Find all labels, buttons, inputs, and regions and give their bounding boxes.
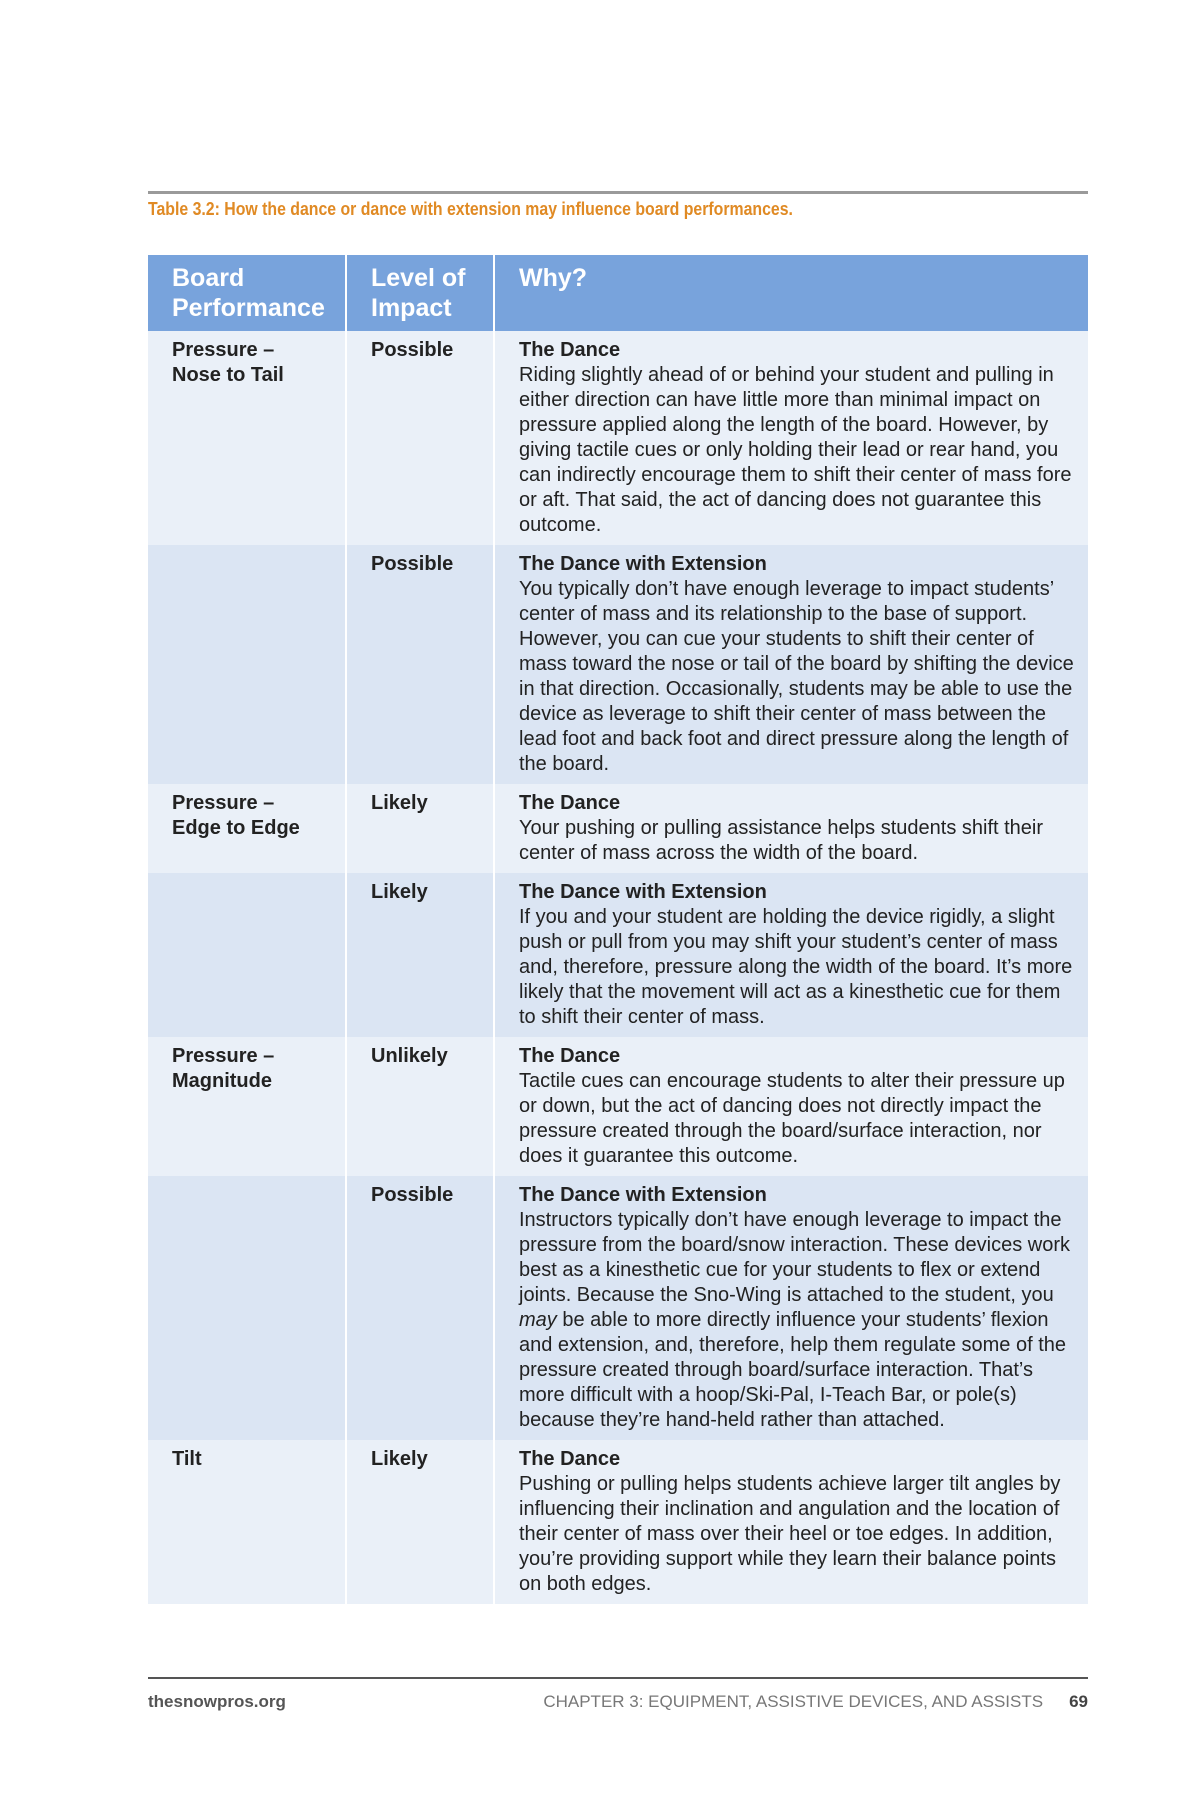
performance-cell	[148, 873, 346, 1037]
performance-line: Pressure –	[172, 1045, 275, 1067]
table-header-row	[148, 255, 1088, 331]
footer-rule	[148, 1677, 1088, 1679]
table-row	[148, 1037, 1088, 1176]
table-row	[148, 1440, 1088, 1604]
header-why: Why?	[494, 255, 1088, 331]
impact-cell: Possible	[346, 331, 494, 545]
why-cell	[494, 545, 1088, 784]
table-row	[148, 873, 1088, 1037]
why-text-emphasis: may	[519, 1309, 557, 1331]
performance-line: Magnitude	[172, 1070, 272, 1092]
impact-cell: Likely	[346, 873, 494, 1037]
why-subtitle: The Dance with Extension	[519, 1184, 767, 1206]
performance-cell	[148, 784, 346, 873]
why-text: Your pushing or pulling assistance helps students shift their center of mass across the width of the board.	[519, 817, 1044, 864]
why-text: Riding slightly ahead of or behind your student and pulling in either direction can have little more than minimal impact on pressure applied along the length of the board. However, by giving tactile cues or only holding their lead or rear hand, you can indirectly encourage them to shift their center of mass fore or aft. That said, the act of dancing does not guarantee this outcome.	[519, 364, 1072, 536]
why-cell	[494, 873, 1088, 1037]
impact-cell: Unlikely	[346, 1037, 494, 1176]
impact-cell: Possible	[346, 1176, 494, 1440]
why-text: Tactile cues can encourage students to alter their pressure up or down, but the act of dancing does not directly impact the pressure created through the board/surface interaction, nor does it guarantee this outcome.	[519, 1070, 1065, 1167]
why-subtitle: The Dance	[519, 339, 621, 361]
header-line: Impact	[371, 294, 452, 322]
footer-chapter: CHAPTER 3: EQUIPMENT, ASSISTIVE DEVICES, AND ASSISTS	[543, 1692, 1044, 1711]
why-text: If you and your student are holding the device rigidly, a slight push or pull from you may shift your student’s center of mass and, therefore, pressure along the width of the board. It’s more likely that the movement will act as a kinesthetic cue for them to shift their center of mass.	[519, 906, 1073, 1028]
impact-cell: Possible	[346, 545, 494, 784]
why-subtitle: The Dance	[519, 1448, 621, 1470]
why-subtitle: The Dance	[519, 1045, 621, 1067]
performance-line: Tilt	[172, 1448, 202, 1470]
table-row	[148, 545, 1088, 784]
performance-cell	[148, 331, 346, 545]
header-board-performance	[148, 255, 346, 331]
performance-line: Nose to Tail	[172, 364, 284, 386]
why-text: You typically don’t have enough leverage to impact students’ center of mass and its relationship to the base of support. However, you can cue your students to shift their center of mass toward the nose or tail of the board by shifting the device in that direction. Occasionally, students may be able to use the device as leverage to shift their center of mass between the lead foot and back foot and direct pressure along the length of the board.	[519, 578, 1074, 775]
table-row	[148, 1176, 1088, 1440]
why-cell	[494, 784, 1088, 873]
why-text: Pushing or pulling helps students achieve larger tilt angles by influencing their inclination and angulation and the location of their center of mass over their heel or toe edges. In addition, you’re providing support while they learn their balance points on both edges.	[519, 1473, 1061, 1595]
top-rule	[148, 191, 1088, 194]
header-level-of-impact	[346, 255, 494, 331]
performance-line: Pressure –	[172, 339, 275, 361]
why-cell	[494, 1176, 1088, 1440]
performance-cell	[148, 1176, 346, 1440]
performance-cell	[148, 1037, 346, 1176]
impact-cell: Likely	[346, 1440, 494, 1604]
header-line: Board	[172, 264, 245, 292]
why-subtitle: The Dance with Extension	[519, 881, 767, 903]
performance-cell	[148, 1440, 346, 1604]
performance-line: Pressure –	[172, 792, 275, 814]
impact-cell: Likely	[346, 784, 494, 873]
board-performance-table	[148, 255, 1088, 1604]
table-row	[148, 331, 1088, 545]
performance-line: Edge to Edge	[172, 817, 300, 839]
why-text-before: Instructors typically don’t have enough leverage to impact the pressure from the board/snow interaction. These devices work best as a kinesthetic cue for your students to flex or extend joints. Because the Sno-Wing is attached to the student, you	[519, 1209, 1071, 1306]
footer-chapter-page	[543, 1692, 1088, 1712]
page-number: 69	[1069, 1692, 1088, 1711]
why-text-after: be able to more directly influence your students’ flexion and extension, and, therefore, help them regulate some of the pressure created through board/surface interaction. That’s more difficult with a hoop/Ski-Pal, I-Teach Bar, or pole(s) because they’re hand-held rather than attached.	[519, 1309, 1067, 1431]
header-line: Performance	[172, 294, 325, 322]
why-cell	[494, 1037, 1088, 1176]
why-subtitle: The Dance with Extension	[519, 553, 767, 575]
performance-cell	[148, 545, 346, 784]
table-caption: Table 3.2: How the dance or dance with extension may influence board performances.	[148, 199, 793, 219]
why-subtitle: The Dance	[519, 792, 621, 814]
table-row	[148, 784, 1088, 873]
footer-site: thesnowpros.org	[148, 1692, 286, 1711]
why-cell	[494, 1440, 1088, 1604]
header-line: Level of	[371, 264, 466, 292]
why-cell	[494, 331, 1088, 545]
